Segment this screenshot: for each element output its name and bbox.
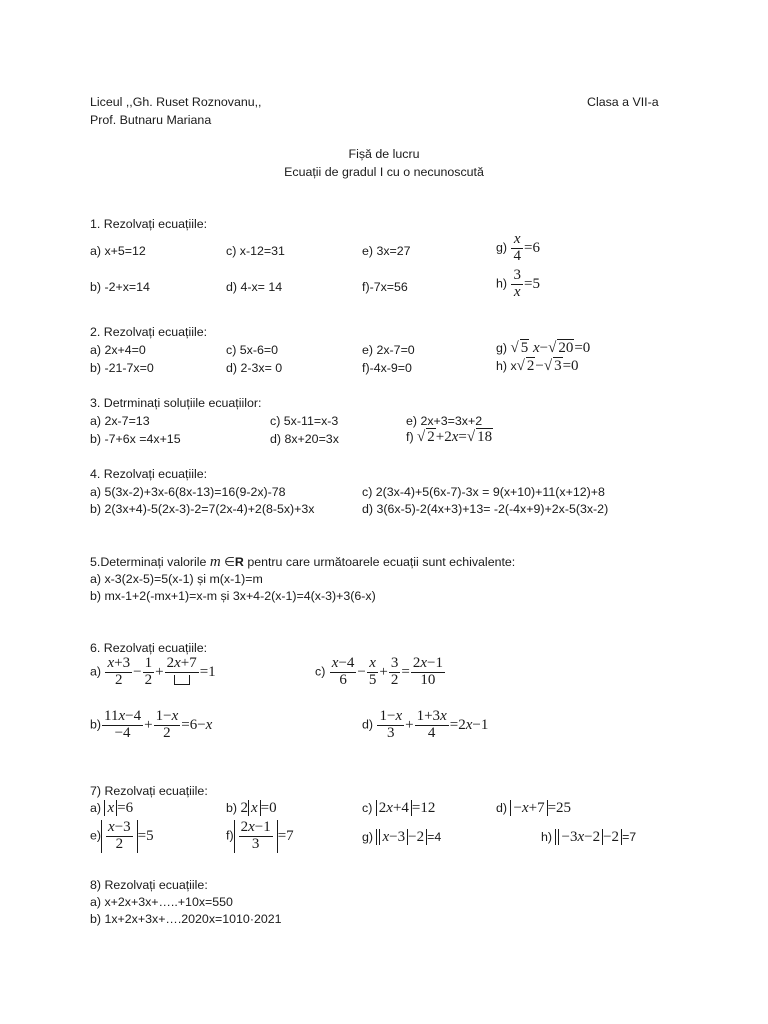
- exercise-7-h: h) −3x−2 −2 =7: [541, 829, 637, 845]
- exercise-6-a: a) $\frac{x+3}{2}$ − $\frac{1}{2}$ + 2x+7 =1: [90, 655, 216, 688]
- exercise-7-d: d) −x+7 =25: [496, 800, 572, 816]
- exercise-1-a: a) x+5=12: [90, 244, 146, 258]
- exercise-8-a: a) x+2x+3x+…..+10x=550: [90, 895, 233, 909]
- exercise-6-b: b) $\frac{11x-4}{-4}$ + $\frac{1-x}{2}$ =6−x: [90, 708, 213, 741]
- exercise-3-e: e) 2x+3=3x+2: [406, 414, 483, 428]
- exercise-3-b: b) -7+6x =4x+15: [90, 432, 181, 446]
- exercise-3-f: f) √ 2+2x=√ 18: [406, 429, 493, 445]
- exercise-7-d-label: d): [496, 801, 508, 815]
- exercise-4-heading: 4. Rezolvați ecuațiile:: [90, 467, 208, 481]
- exercise-2-a: a) 2x+4=0: [90, 343, 146, 357]
- exercise-2-f: f)-4x-9=0: [362, 361, 412, 375]
- exercise-2-g: g) √ 5 x−√ 20=0: [496, 340, 591, 356]
- exercise-7-e: e) $\frac{x-3}{2}$ =5: [90, 819, 154, 852]
- exercise-5-heading-pre: 5.Determinați valorile: [90, 555, 210, 569]
- exercise-5-heading-var: m: [209, 554, 221, 570]
- exercise-7-h-label: h): [541, 830, 553, 844]
- exercise-2-h: h) x√ 2−√ 3=0: [496, 358, 579, 374]
- exercise-2-d: d) 2-3x= 0: [226, 361, 283, 375]
- worksheet-title: Fișă de lucru: [348, 147, 420, 161]
- exercise-1-h: h) $\frac{3}{x}$ =5: [496, 267, 540, 300]
- exercise-4-c: c) 2(3x-4)+5(6x-7)-3x = 9(x+10)+11(x+12)+8: [362, 485, 605, 499]
- exercise-3-heading: 3. Detrminați soluțiile ecuațiilor:: [90, 396, 262, 410]
- exercise-7-g-rhs: =4: [427, 830, 442, 844]
- exercise-5-b: b) mx-1+2(-mx+1)=x-m și 3x+4-2(x-1)=4(x-3)+3(6-x): [90, 589, 376, 603]
- exercise-7-f-label: f): [226, 828, 234, 843]
- exercise-4-a: a) 5(3x-2)+3x-6(8x-13)=16(9-2x)-78: [90, 485, 286, 499]
- worksheet-subtitle: Ecuații de gradul I cu o necunoscută: [284, 165, 484, 179]
- exercise-7-g-label: g): [362, 830, 374, 844]
- exercise-3-f-label: f): [406, 430, 414, 444]
- class-label: Clasa a VII-a: [587, 95, 659, 109]
- exercise-7-h-rhs: =7: [622, 830, 637, 844]
- exercise-4-d: d) 3(6x-5)-2(4x+3)+13= -2(-4x+9)+2x-5(3x-2): [362, 502, 609, 516]
- teacher-name: Prof. Butnaru Mariana: [90, 113, 212, 127]
- exercise-1-c: c) x-12=31: [226, 244, 285, 258]
- exercise-4-b: b) 2(3x+4)-5(2x-3)-2=7(2x-4)+2(8-5x)+3x: [90, 502, 315, 516]
- exercise-2-heading: 2. Rezolvați ecuațiile:: [90, 325, 208, 339]
- exercise-1-f: f)-7x=56: [362, 280, 408, 294]
- exercise-1-heading: 1. Rezolvați ecuațiile:: [90, 217, 208, 231]
- exercise-7-g: g) x−3 −2 =4: [362, 829, 442, 845]
- exercise-8-b: b) 1x+2x+3x+….2020x=1010·2021: [90, 912, 282, 926]
- exercise-7-b: b) 2 x =0: [226, 800, 277, 816]
- exercise-7-c-label: c): [362, 801, 373, 815]
- exercise-3-d: d) 8x+20=3x: [270, 432, 339, 446]
- exercise-6-c-label: c): [315, 664, 326, 679]
- exercise-1-e: e) 3x=27: [362, 244, 411, 258]
- exercise-6-c: c) $\frac{x-4}{6}$ − $\frac{x}{5}$ + $\frac{3}{2}$ = $\frac{2x-1}{10}$: [315, 655, 443, 688]
- exercise-6-a-label: a): [90, 664, 102, 679]
- exercise-2-h-label: h) x: [496, 359, 517, 373]
- exercise-5-heading: [90, 554, 515, 571]
- exercise-7-e-label: e): [90, 828, 102, 843]
- exercise-6-d-label: d): [362, 717, 374, 732]
- exercise-8-heading: 8) Rezolvați ecuațiile:: [90, 878, 208, 892]
- exercise-6-heading: 6. Rezolvați ecuațiile:: [90, 641, 208, 655]
- exercise-1-d: d) 4-x= 14: [226, 280, 283, 294]
- exercise-5-heading-in: ∈: [220, 555, 235, 569]
- exercise-2-e: e) 2x-7=0: [362, 343, 415, 357]
- exercise-2-c: c) 5x-6=0: [226, 343, 278, 357]
- exercise-7-a: a) x =6: [90, 800, 134, 816]
- exercise-3-c: c) 5x-11=x-3: [270, 414, 339, 428]
- exercise-1-g: g) $\frac{x}{4}$ =6: [496, 231, 540, 264]
- exercise-7-a-label: a): [90, 801, 102, 815]
- exercise-6-d: d) $\frac{1-x}{3}$ + $\frac{1+3x}{4}$ =2x−1: [362, 708, 489, 741]
- exercise-5-heading-post: pentru care următoarele ecuații sunt echivalente:: [243, 555, 516, 569]
- exercise-1-g-label: g): [496, 240, 508, 255]
- exercise-6-b-label: b): [90, 717, 102, 732]
- exercise-1-b: b) -2+x=14: [90, 280, 150, 294]
- exercise-7-c: c) 2x+4 =12: [362, 800, 436, 816]
- exercise-5-a: a) x-3(2x-5)=5(x-1) și m(x-1)=m: [90, 572, 263, 586]
- exercise-3-a: a) 2x-7=13: [90, 414, 150, 428]
- exercise-1-h-label: h): [496, 276, 508, 291]
- exercise-7-f: f) $\frac{2x-1}{3}$ =7: [226, 819, 294, 852]
- exercise-2-g-label: g): [496, 341, 508, 355]
- exercise-7-b-label: b): [226, 801, 238, 815]
- exercise-7-heading: 7) Rezolvați ecuațiile:: [90, 784, 208, 798]
- exercise-5-heading-r: R: [234, 555, 244, 569]
- exercise-2-b: b) -21-7x=0: [90, 361, 154, 375]
- school-name: Liceul ,,Gh. Ruset Roznovanu,,: [90, 95, 262, 109]
